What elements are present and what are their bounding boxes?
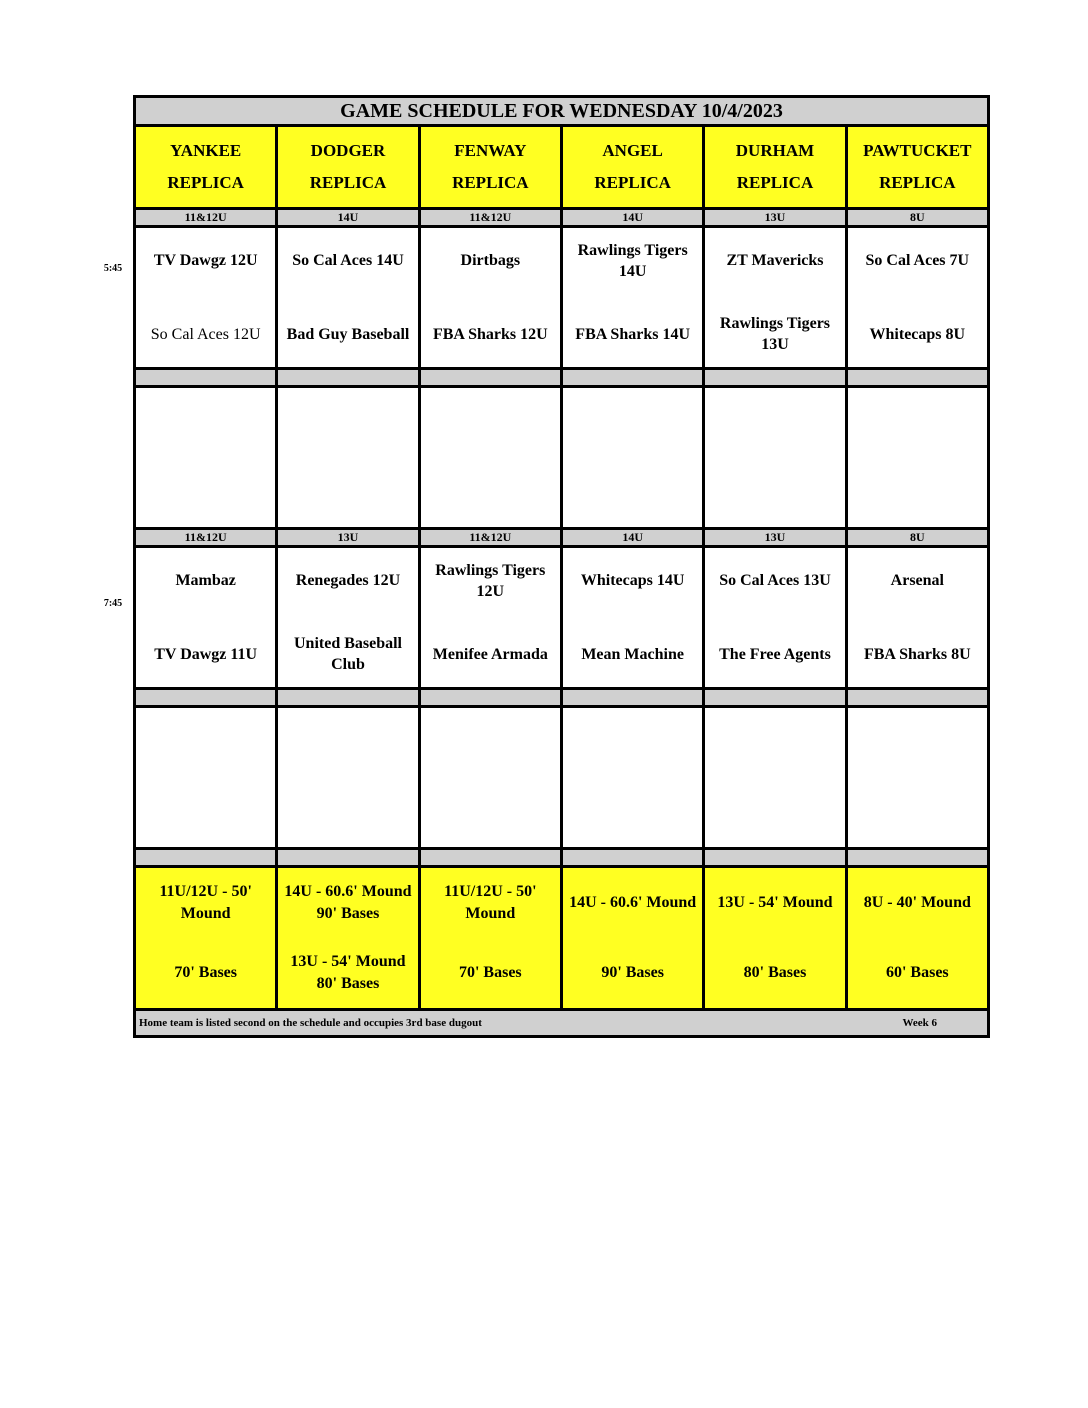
game-cell [704, 227, 846, 369]
away-team: So Cal Aces 7U [865, 252, 970, 270]
empty-game-cell [846, 707, 988, 849]
home-team: TV Dawgz 11U [154, 645, 258, 663]
bases-info: 70' Bases [174, 964, 237, 981]
home-team: FBA Sharks 8U [863, 645, 971, 663]
time-label-slot-1: 5:45 [103, 263, 123, 274]
away-team: Arsenal [890, 572, 944, 590]
field-info-cell [561, 867, 703, 1010]
age-division: 11&12U [419, 209, 561, 227]
game-cell [135, 547, 277, 689]
away-team: ZT Mavericks [726, 252, 824, 270]
field-header: ANGEL REPLICA [561, 126, 703, 209]
mound-info: 8U - 40' Mound [863, 894, 971, 911]
home-team: Menifee Armada [432, 645, 548, 663]
game-cell [561, 547, 703, 689]
game-cell [561, 227, 703, 369]
mound-info: 14U - 60.6' Mound [569, 894, 697, 911]
time-label-slot-2: 7:45 [103, 598, 123, 609]
empty-game-cell [419, 707, 561, 849]
home-team: Whitecaps 8U [869, 325, 966, 343]
spacer-cell [419, 689, 561, 707]
home-team-note: Home team is listed second on the schedule and occupies 3rd base dugout [139, 1017, 482, 1029]
field-info-cell [419, 867, 561, 1010]
age-division: 11&12U [135, 529, 277, 547]
mound-info: 11U/12U - 50' Mound [159, 883, 252, 922]
empty-game-cell [135, 387, 277, 529]
footer-row [135, 1010, 989, 1037]
spacer-cell [846, 689, 988, 707]
age-division: 13U [277, 529, 419, 547]
game-cell [135, 227, 277, 369]
field-info-cell [704, 867, 846, 1010]
home-team: The Free Agents [719, 645, 831, 663]
age-division: 8U [846, 209, 988, 227]
bases-info: 60' Bases [885, 964, 949, 981]
age-division: 11&12U [135, 209, 277, 227]
game-cell [277, 227, 419, 369]
field-header-row [135, 126, 989, 209]
empty-row [135, 387, 989, 529]
games-row-slot-2 [135, 547, 989, 689]
empty-game-cell [846, 387, 988, 529]
away-team: Renegades 12U [295, 572, 401, 590]
bases-info: 13U - 54' Mound 80' Bases [290, 953, 406, 992]
away-team: Rawlings Tigers 12U [435, 561, 546, 600]
spacer-cell [277, 689, 419, 707]
home-team: United Baseball Club [293, 635, 402, 674]
spacer-cell [135, 369, 277, 387]
home-team: Bad Guy Baseball [286, 325, 410, 343]
game-cell [419, 547, 561, 689]
home-team: FBA Sharks 14U [575, 325, 690, 343]
home-team: So Cal Aces 12U [150, 325, 261, 343]
away-team: Mambaz [175, 572, 236, 590]
bases-info: 80' Bases [743, 964, 807, 981]
age-row-slot-1 [135, 209, 989, 227]
age-row-slot-2 [135, 529, 989, 547]
spacer-cell [135, 849, 277, 867]
age-division: 14U [277, 209, 419, 227]
mound-info: 13U - 54' Mound [717, 894, 833, 911]
field-header: PAWTUCKET REPLICA [846, 126, 988, 209]
field-info-cell [846, 867, 988, 1010]
spacer-cell [561, 369, 703, 387]
empty-game-cell [135, 707, 277, 849]
spacer-row [135, 689, 989, 707]
mound-info: 14U - 60.6' Mound 90' Bases [284, 883, 412, 922]
bases-info: 90' Bases [601, 964, 664, 981]
home-team: Rawlings Tigers 13U [719, 315, 831, 354]
field-info-cell [135, 867, 277, 1010]
schedule-title: GAME SCHEDULE FOR WEDNESDAY 10/4/2023 [135, 97, 989, 126]
field-header: YANKEE REPLICA [135, 126, 277, 209]
age-division: 14U [561, 209, 703, 227]
age-division: 8U [846, 529, 988, 547]
field-header: FENWAY REPLICA [419, 126, 561, 209]
empty-game-cell [419, 387, 561, 529]
empty-game-cell [704, 387, 846, 529]
empty-game-cell [561, 707, 703, 849]
spacer-cell [277, 369, 419, 387]
spacer-cell [277, 849, 419, 867]
spacer-cell [561, 689, 703, 707]
schedule-table [133, 95, 990, 1038]
spacer-cell [704, 369, 846, 387]
empty-game-cell [277, 387, 419, 529]
field-info-cell [277, 867, 419, 1010]
away-team: TV Dawgz 12U [153, 252, 258, 270]
age-division: 13U [704, 529, 846, 547]
empty-game-cell [277, 707, 419, 849]
empty-game-cell [561, 387, 703, 529]
empty-row [135, 707, 989, 849]
game-cell [419, 227, 561, 369]
field-header: DODGER REPLICA [277, 126, 419, 209]
field-info-row [135, 867, 989, 1010]
spacer-cell [704, 689, 846, 707]
spacer-cell [704, 849, 846, 867]
age-division: 14U [561, 529, 703, 547]
spacer-cell [561, 849, 703, 867]
away-team: Dirtbags [460, 252, 521, 270]
spacer-cell [419, 369, 561, 387]
games-row-slot-1 [135, 227, 989, 369]
home-team: Mean Machine [581, 645, 684, 663]
game-cell [846, 227, 988, 369]
away-team: Whitecaps 14U [580, 572, 685, 590]
age-division: 13U [704, 209, 846, 227]
spacer-row [135, 849, 989, 867]
game-cell [846, 547, 988, 689]
away-team: So Cal Aces 13U [719, 572, 831, 590]
mound-info: 11U/12U - 50' Mound [444, 883, 537, 922]
bases-info: 70' Bases [458, 964, 522, 981]
away-team: So Cal Aces 14U [292, 252, 404, 270]
game-cell [704, 547, 846, 689]
spacer-cell [846, 849, 988, 867]
spacer-cell [419, 849, 561, 867]
empty-game-cell [704, 707, 846, 849]
week-label: Week 6 [902, 1017, 937, 1029]
spacer-cell [135, 689, 277, 707]
field-header: DURHAM REPLICA [704, 126, 846, 209]
spacer-cell [846, 369, 988, 387]
home-team: FBA Sharks 12U [432, 325, 548, 343]
age-division: 11&12U [419, 529, 561, 547]
away-team: Rawlings Tigers 14U [577, 241, 688, 280]
footer-cell [135, 1010, 989, 1037]
spacer-row [135, 369, 989, 387]
game-cell [277, 547, 419, 689]
